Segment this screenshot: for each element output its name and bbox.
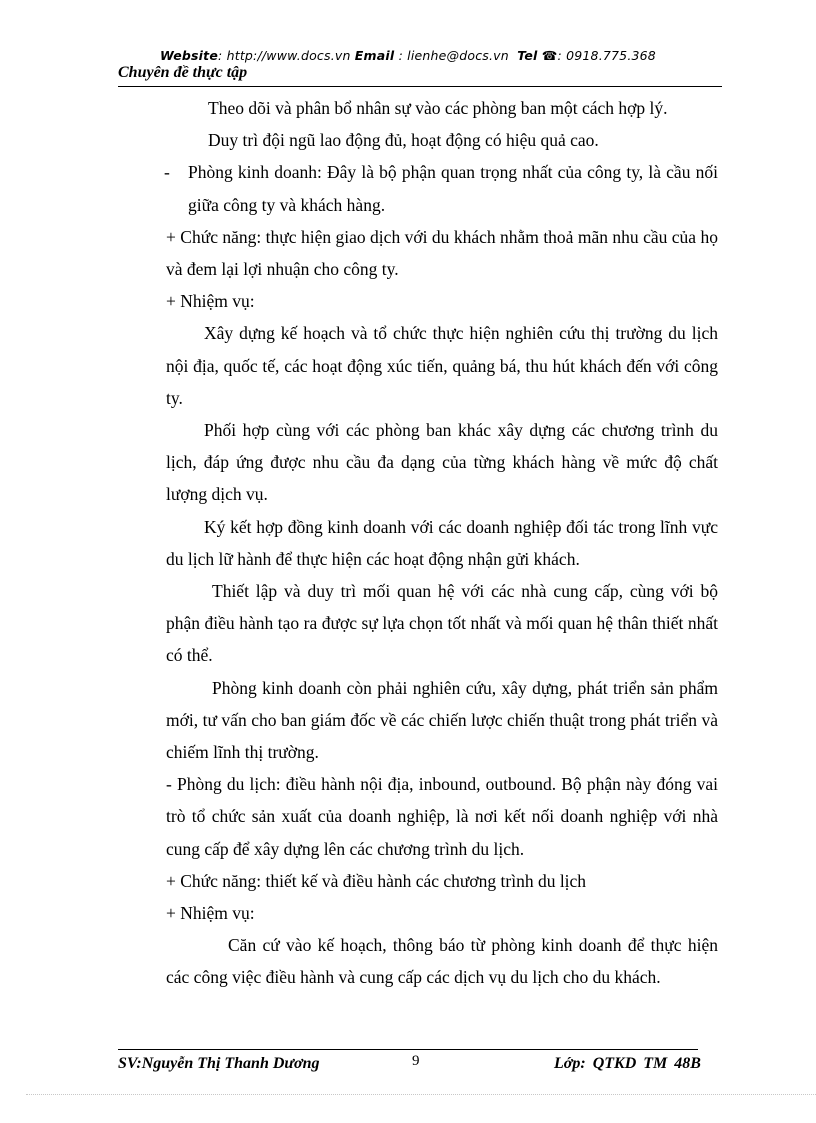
paragraph-1: Theo dõi và phân bổ nhân sự vào các phòng ban một cách hợp lý. — [208, 98, 668, 118]
dash-bullet: - — [164, 162, 170, 183]
footer-divider — [118, 1049, 698, 1050]
email-label: Email — [354, 48, 395, 63]
website-url: : http://www.docs.vn — [218, 48, 351, 63]
paragraph-7: Phối hợp cùng với các phòng ban khác xây dựng các chương trình du lịch, đáp ứng được nhu cầu đa dạng của từng khách hàng về mức độ chất lượng dịch vụ. — [166, 420, 718, 505]
paragraph-3 — [166, 156, 718, 220]
paragraph-6: Xây dựng kế hoạch và tổ chức thực hiện nghiên cứu thị trường du lịch nội địa, quốc tế, các hoạt động xúc tiến, quảng bá, thu hút khách đến với công ty. — [166, 323, 718, 408]
footer-class: Lớp: QTKD TM 48B — [554, 1055, 701, 1072]
paragraph-2: Duy trì đội ngũ lao động đủ, hoạt động có hiệu quả cao. — [208, 130, 599, 151]
website-contact-bar — [0, 48, 816, 63]
footer-page-number: 9 — [412, 1053, 420, 1069]
page-header-title: Chuyên đề thực tập — [118, 64, 248, 81]
paragraph-5: + Nhiệm vụ: — [166, 291, 255, 312]
paragraph-9: Thiết lập và duy trì mối quan hệ với các nhà cung cấp, cùng với bộ phận điều hành tạo ra được sự lựa chọn tốt nhất và mối quan hệ thân thiết nhất có thể. — [166, 581, 718, 666]
paragraph-3-text: Phòng kinh doanh: Đây là bộ phận quan trọng nhất của công ty, là cầu nối giữa công ty và khách hàng. — [188, 162, 718, 215]
paragraph-4: + Chức năng: thực hiện giao dịch với du khách nhằm thoả mãn nhu cầu của họ và đem lại lợi nhuận cho công ty. — [166, 226, 718, 280]
page-bottom-border — [26, 1094, 816, 1095]
paragraph-12: + Chức năng: thiết kế và điều hành các chương trình du lịch — [166, 870, 587, 891]
tel-number: : 0918.775.368 — [557, 48, 656, 63]
website-label: Website — [160, 48, 219, 63]
email-address: : lienhe@docs.vn — [398, 48, 509, 63]
paragraph-13: + Nhiệm vụ: — [166, 903, 255, 924]
paragraph-14: Căn cứ vào kế hoạch, thông báo từ phòng kinh doanh để thực hiện các công việc điều hành và cung cấp các dịch vụ du lịch cho du khách. — [166, 935, 718, 988]
phone-icon: ☎ — [541, 48, 558, 63]
paragraph-10: Phòng kinh doanh còn phải nghiên cứu, xây dựng, phát triển sản phẩm mới, tư vấn cho ban giám đốc về các chiến lược chiến thuật trong phát triển và chiếm lĩnh thị trường. — [166, 677, 718, 763]
footer-student-name: SV:Nguyễn Thị Thanh Dương — [118, 1055, 320, 1072]
document-body — [166, 92, 718, 994]
tel-label: Tel — [517, 48, 538, 63]
paragraph-11: - Phòng du lịch: điều hành nội địa, inbound, outbound. Bộ phận này đóng vai trò tổ chức sản xuất của doanh nghiệp, là nơi kết nối doanh nghiệp với nhà cung cấp để xây dựng lên các chương trình du lịch. — [166, 774, 718, 859]
header-divider — [118, 86, 722, 87]
paragraph-8: Ký kết hợp đồng kinh doanh với các doanh nghiệp đối tác trong lĩnh vực du lịch lữ hành để thực hiện các hoạt động nhận gửi khách. — [166, 516, 718, 569]
